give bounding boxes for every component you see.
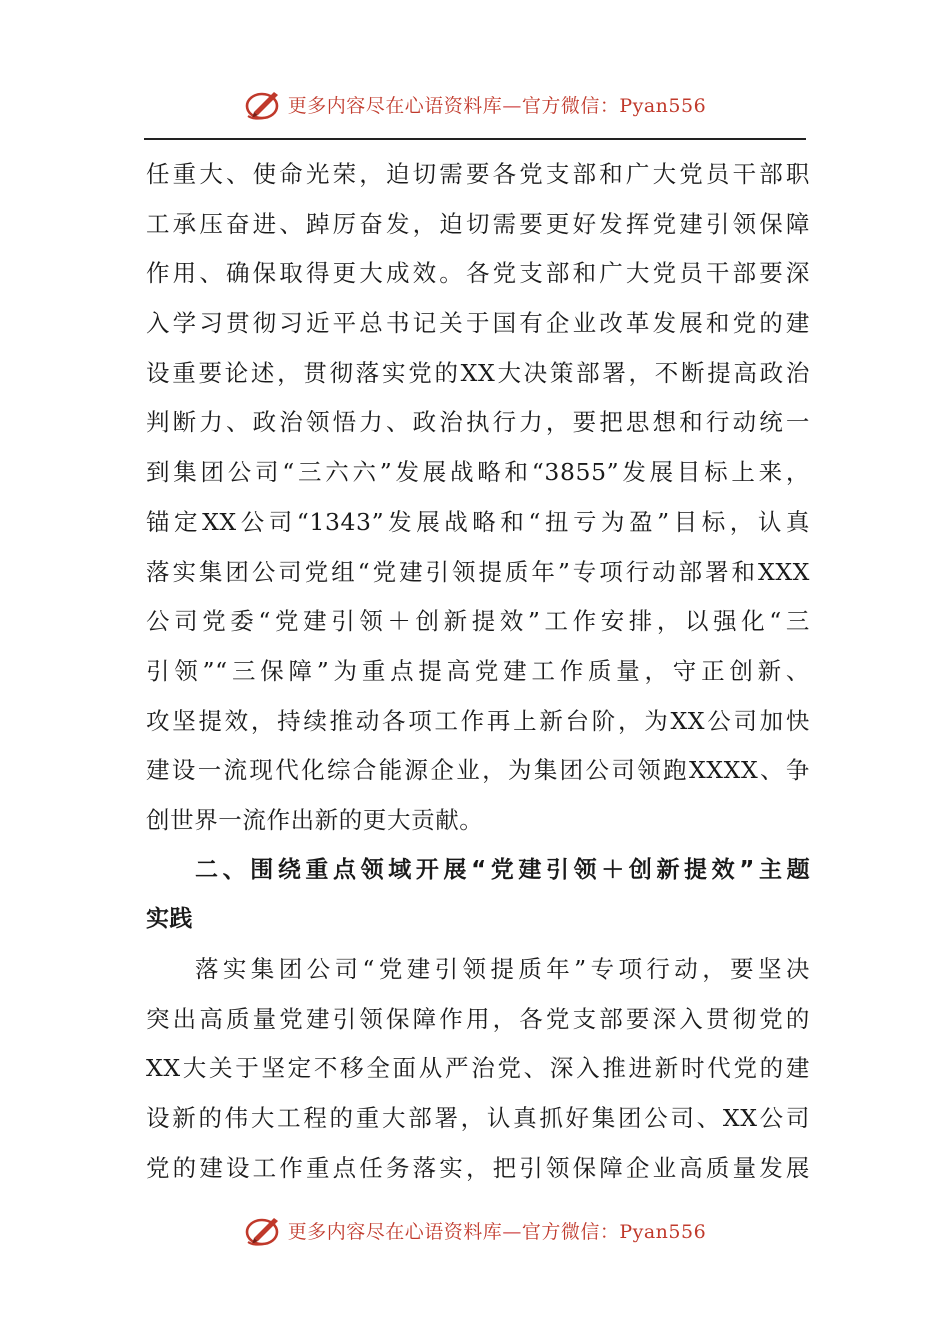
footer-banner-text-a: 更多内容尽在心语资料库	[287, 1220, 503, 1243]
header-divider	[144, 138, 806, 140]
paragraph-2	[146, 945, 810, 1193]
footer-banner-id: Pyan556	[619, 1220, 707, 1243]
section-heading-line: 实践	[146, 906, 193, 933]
paragraph-line: 建设一流现代化综合能源企业，为集团公司领跑XXXX、争	[146, 756, 810, 785]
footer-banner-separator: —	[502, 1220, 522, 1243]
header-banner-text-b: 官方微信：	[521, 94, 620, 117]
paragraph-line: 引领”“三保障”为重点提高党建工作质量，守正创新、	[146, 656, 810, 685]
pen-writing-logo-icon	[244, 1212, 284, 1248]
paragraph-line: 设重要论述，贯彻落实党的XX大决策部署，不断提高政治	[146, 358, 810, 387]
header-banner-separator: —	[502, 94, 522, 117]
paragraph-1	[146, 150, 810, 846]
paragraph-line: 落实集团公司党组“党建引领提质年”专项行动部署和XXX	[146, 557, 810, 586]
paragraph-line: 攻坚提效，持续推动各项工作再上新台阶，为XX公司加快	[146, 706, 810, 735]
paragraph-line: 落实集团公司“党建引领提质年”专项行动，要坚决	[195, 955, 810, 983]
paragraph-line: 锚定XX公司“1343”发展战略和“扭亏为盈”目标，认真	[146, 507, 810, 536]
paragraph-line: 党的建设工作重点任务落实，把引领保障企业高质量发展	[146, 1153, 810, 1182]
paragraph-line: 突出高质量党建引领保障作用，各党支部要深入贯彻党的	[146, 1004, 810, 1033]
header-banner-id: Pyan556	[619, 94, 707, 117]
footer-banner	[0, 1208, 950, 1252]
paragraph-line: 设新的伟大工程的重大部署，认真抓好集团公司、XX公司	[146, 1104, 810, 1133]
document-body	[146, 150, 810, 1193]
header-banner-text-a: 更多内容尽在心语资料库	[287, 94, 503, 117]
paragraph-line: 到集团公司“三六六”发展战略和“3855”发展目标上来，	[146, 458, 810, 487]
paragraph-line: XX大关于坚定不移全面从严治党、深入推进新时代党的建	[146, 1054, 810, 1083]
paragraph-line: 判断力、政治领悟力、政治执行力，要把思想和行动统一	[146, 408, 810, 437]
header-banner	[0, 82, 950, 126]
header-banner-inner	[244, 86, 706, 122]
footer-banner-text-b: 官方微信：	[521, 1220, 620, 1243]
footer-banner-inner	[244, 1212, 706, 1248]
paragraph-line: 作用、确保取得更大成效。各党支部和广大党员干部要深	[146, 259, 810, 288]
paragraph-line: 创世界一流作出新的更大贡献。	[146, 805, 484, 834]
paragraph-line: 公司党委“党建引领＋创新提效”工作安排，以强化“三	[146, 607, 810, 636]
header-banner-text	[288, 91, 706, 118]
pen-writing-logo-icon	[244, 86, 284, 122]
paragraph-line: 任重大、使命光荣，迫切需要各党支部和广大党员干部职	[146, 160, 810, 188]
paragraph-line: 入学习贯彻习近平总书记关于国有企业改革发展和党的建	[146, 309, 810, 338]
section-heading-line: 二、围绕重点领域开展“党建引领＋创新提效”主题	[195, 856, 810, 883]
paragraph-line: 工承压奋进、踔厉奋发，迫切需要更好发挥党建引领保障	[146, 209, 810, 238]
section-heading	[146, 846, 810, 945]
footer-banner-text	[288, 1217, 706, 1244]
